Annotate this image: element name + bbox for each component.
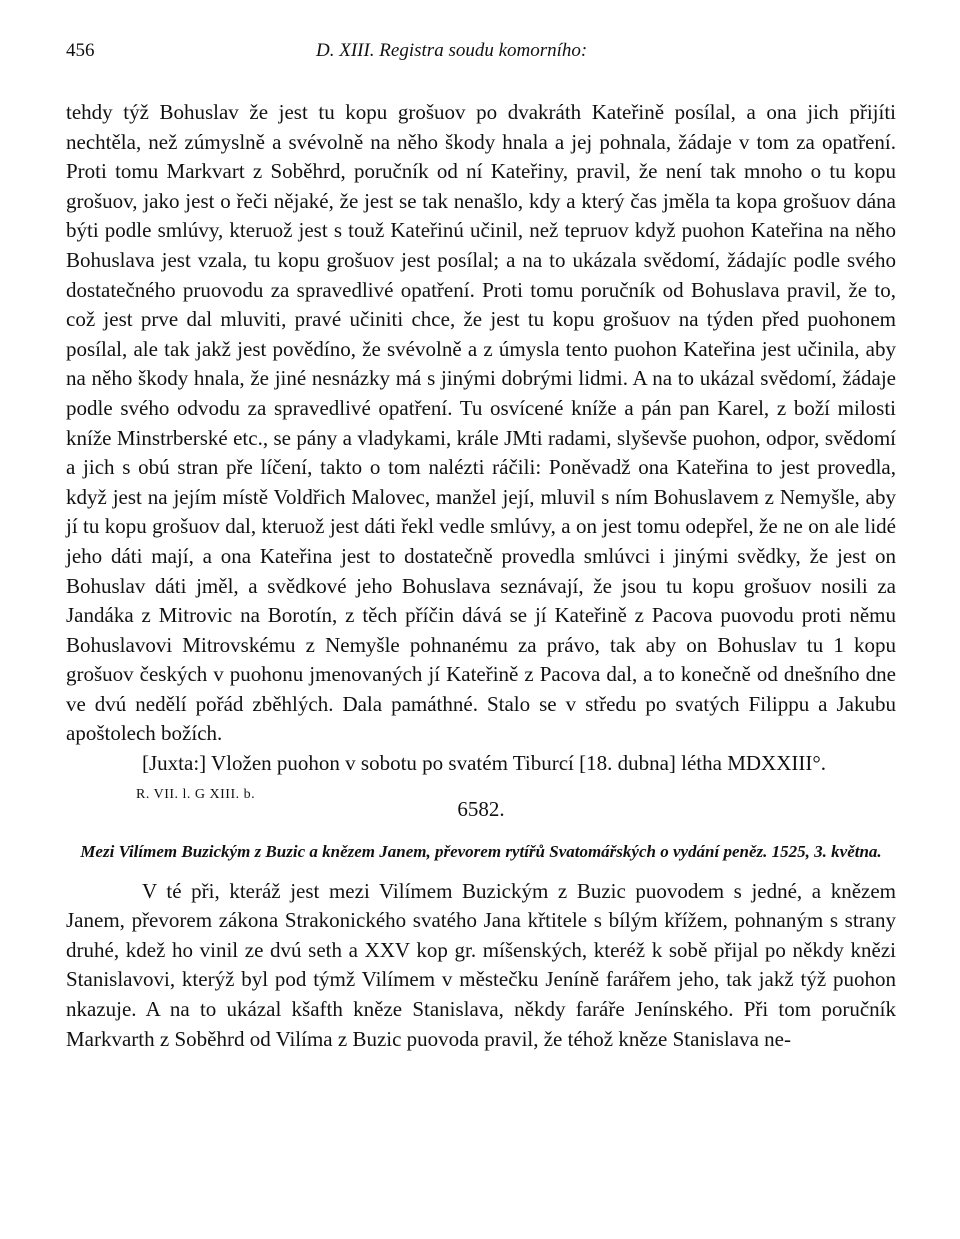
entry-summary: Mezi Vilímem Buzickým z Buzic a knězem Janem, převorem rytířů Svatomářských o vydání peněz. 1525, 3. května. bbox=[80, 841, 882, 861]
document-page bbox=[66, 40, 896, 1054]
page-number: 456 bbox=[66, 40, 95, 61]
entry-paragraph: V té při, kteráž jest mezi Vilímem Buzickým z Buzic puovodem s jedné, a knězem Janem, převorem zákona Strakonického svatého Jana křtitele s bílým křížem, pohnaným s strany druhé, kdež ho vinil ze dvú seth a XXV kop gr. míšenských, kteréž k sobě přijal po někdy knězi Stanislavovi, kterýž byl pod týmž Vilímem v městečku Jeníně farářem jeho, tak jakž týž puohon nkazuje. A na to ukázal kšafth kněze Stanislava, někdy faráře Jenínského. Při tom poručník Markvarth z Soběhrd od Vilíma z Buzic puovoda pravil, že téhož kněze Stanislava ne- bbox=[66, 878, 896, 1051]
entry-number: 6582. bbox=[457, 796, 505, 821]
running-head: D. XIII. Registra soudu komorního: bbox=[316, 40, 588, 61]
register-reference: R. VII. l. G XIII. b. bbox=[136, 786, 256, 802]
paragraph-continued: tehdy týž Bohuslav že jest tu kopu grošuov po dvakráth Kateřině posílal, a ona jich přijíti nechtěla, než zúmyslně a svévolně na něho škody hnala a jej pohnala, žádaje v tom za opatření. Proti tomu Markvart z Soběhrd, poručník od ní Kateřiny, pravil, že není tak mnoho o tu kopu grošuov, jako jest o řeči nějaké, že jest se tak nenašlo, kdy a který čas jměla ta kopa grošuov dána býti podle smlúvy, kteruož jest s touž Kateřinú učinil, než tepruov když puohon Kateřina na něho Bohuslava jest vzala, tu kopu grošuov jest posílal; a na to ukázala svědomí, žádajíc podle svého dostatečného pruovodu za spravedlivé opatření. Proti tomu poručník od Bohuslava pravil, že to, což jest prve dal mluviti, pravé učiniti chce, že jest tu kopu grošuov na týden před puohonem posílal, ale tak jakž jest povědíno, že svévolně a z úmysla tento puohon Kateřina jest učinila, aby na něho škody hnala, že jiné nesnázky má s jinými dobrými lidmi. A na to ukázal svědomí, žádaje podle svého odvodu za spravedlivé opatření. Tu osvícené kníže a pán pan Karel, z boží milosti kníže Minstrberské etc., se pány a vladykami, krále JMti radami, slyševše puohon, odpor, svědomí a jich s obú stran pře líčení, takto o tom nalézti ráčili: Poněvadž ona Kateřina to jest provedla, když jest na jejím místě Voldřich Malovec, manžel její, mluvil s ním Bohuslavem z Nemyšle, aby jí tu kopu grošuov dal, kteruož jest dáti řekl vedle smlúvy, a on jest tomu odepřel, že ne on ale lidé jeho dáti mají, a ona Kateřina jest to dostatečně provedla smlúvci i jinými svědky, že jest on Bohuslav dáti jměl, a svědkové jeho Bohuslava seznávají, že jsou tu kopu grošuov nosili za Jandáka z Mitrovic na Borotín, z těch příčin dává se jí Kateřině z Pacova puovodu proti němu Bohuslavovi Mitrovskému z Nemyšle pohnanému za právo, tak aby on Bohuslav tu 1 kopu grošuov českých v puohonu jmenovaných jí Kateřině z Pacova dal, a to konečně od dnešního dne ve dvú nedělí pořád zběhlých. Dala památhné. Stalo se v středu po svatých Filippu a Jakubu apoštolech božích. bbox=[66, 100, 896, 746]
page-header bbox=[66, 40, 896, 70]
paragraph-juxta: [Juxta:] Vložen puohon v sobotu po svatém Tiburcí [18. dubna] létha MDXXIII°. bbox=[142, 751, 827, 776]
